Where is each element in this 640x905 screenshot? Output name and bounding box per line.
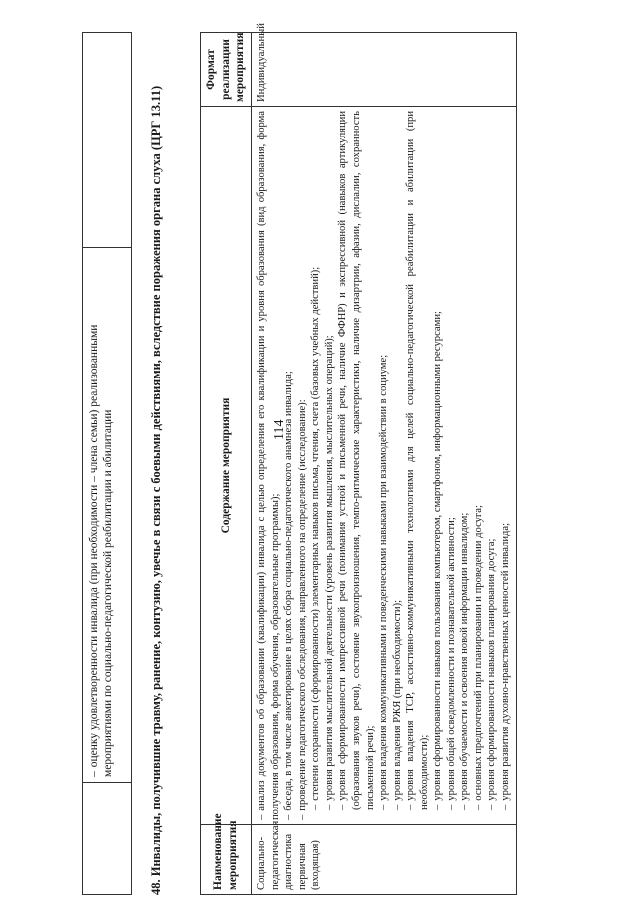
table-row	[252, 33, 516, 895]
page-number: 114	[272, 419, 287, 440]
list-item-text: уровня сформированности навыков пользования компьютером, смартфоном, информационными ресурсами;	[432, 311, 444, 801]
measures-table	[200, 23, 517, 895]
measure-content-cell	[252, 107, 516, 825]
list-item: –уровня сформированности навыков планирования досуга;	[486, 538, 498, 810]
list-item: –основных предпочтений при планировании и проведении досуга;	[472, 505, 484, 810]
header-content: Содержание мероприятия	[201, 107, 252, 825]
list-item-text: уровня владения РЖЯ (при необходимости);	[391, 599, 403, 801]
list-item: –проведение педагогического обследования, направленного на определение (исследование):	[296, 399, 308, 820]
list-item: –уровня владения коммуникативными и поведенческими навыками при взаимодействии в социуме;	[378, 354, 390, 810]
prev-name-cell	[83, 783, 132, 895]
list-item: –степени сохранности (сформированности) элементарных навыков письма, чтения, счета (базовых учебных действий);	[310, 266, 322, 810]
list-item-text: уровня владения ТСР, ассистивно-коммуникативными технологиями для целей социально-педагогической реабилитации и абилитации (при необходимости);	[405, 111, 430, 810]
list-item-text: уровня развития мыслительной деятельности (уровень развития мышления, мыслительных операций);	[323, 335, 335, 801]
list-item-text: беседа, в том числе анкетирование в целях сбора социально-педагогического анамнеза инвалида;	[283, 371, 295, 811]
list-item: –уровня сформированности навыков пользования компьютером, смартфоном, информационными ресурсами;	[432, 311, 444, 810]
list-item: –уровня общей осведомленности и познавательной активности;	[445, 517, 457, 810]
list-item-text: уровня владения коммуникативными и поведенческими навыками при взаимодействии в социуме;	[378, 354, 390, 801]
list-item-text: проведение педагогического обследования, направленного на определение (исследование):	[296, 399, 308, 811]
previous-table-continuation	[82, 32, 132, 895]
prev-content-text: оценку удовлетворенности инвалида (при необходимости – члена семьи) реализованными мероприятиями по социально-педагогической реабилитации и абилитации	[88, 324, 115, 777]
prev-format-cell	[83, 33, 132, 248]
list-item-text: анализ документов об образовании (квалификации) инвалида с целью определения его квалификации и уровня образования (вид образования, форма получения образования, форма обучения, образовательные программы);	[256, 111, 281, 820]
measure-name-cell: Социально-педагогическая диагностика первичная (входящая)	[252, 825, 516, 895]
list-item-text: уровня сформированности навыков планирования досуга;	[486, 538, 498, 801]
table-row	[83, 33, 132, 895]
list-item: –уровня развития мыслительной деятельности (уровень развития мышления, мыслительных операций);	[323, 335, 335, 810]
list-item-text: степени сохранности (сформированности) элементарных навыков письма, чтения, счета (базовых учебных действий);	[310, 266, 322, 801]
prev-content-cell: –оценку удовлетворенности инвалида (при необходимости – члена семьи) реализованными мероприятиями по социально-педагогической реабилитации и абилитации	[83, 248, 132, 783]
measure-format-cell: Индивидуальный	[252, 33, 516, 107]
list-item-text: уровня обучаемости и освоения новой информации инвалидом;	[459, 512, 471, 801]
list-item-text: уровня развития духовно-нравственных ценностей инвалида;	[500, 522, 511, 801]
section-title: 48. Инвалиды, получившие травму, ранение, контузию, увечье в связи с боевыми действиями, вследствие поражения органа слуха (ЦРГ 13.11)	[149, 85, 163, 895]
list-item: –уровня сформированности импрессивной речи (понимания устной и письменной речи, наличие ФФНР) и экспрессивной (навыков артикуляции (образования звуков речи), состояние звукопроизношения, темпо-ритмические характеристики, наличие дизартрии, афазии, дислалии, сохранность письменной речи);	[337, 111, 376, 810]
table-header-row	[201, 33, 252, 895]
list-item: –уровня обучаемости и освоения новой информации инвалидом;	[459, 512, 471, 810]
list-item: –уровня владения РЖЯ (при необходимости);	[391, 599, 403, 810]
list-item: –беседа, в том числе анкетирование в целях сбора социально-педагогического анамнеза инвалида;	[283, 371, 295, 820]
list-item: –анализ документов об образовании (квалификации) инвалида с целью определения его квалификации и уровня образования (вид образования, форма получения образования, форма обучения, образовательные программы);	[256, 111, 281, 820]
list-item-text: основных предпочтений при планировании и проведении досуга;	[472, 505, 484, 801]
header-format: Формат реализации мероприятия	[201, 33, 252, 107]
header-name: Наименование мероприятия	[201, 825, 252, 895]
rotated-page-content	[82, 23, 602, 895]
list-item-text: уровня сформированности импрессивной речи (понимания устной и письменной речи, наличие ФФНР) и экспрессивной (навыков артикуляции (образования звуков речи), состояние звукопроизношения, темпо-ритмические характеристики, наличие дизартрии, афазии, дислалии, сохранность письменной речи);	[337, 111, 376, 810]
measure-content-list	[255, 111, 512, 820]
list-item: –уровня развития духовно-нравственных ценностей инвалида;	[500, 522, 511, 810]
list-item: –уровня владения ТСР, ассистивно-коммуникативными технологиями для целей социально-педагогической реабилитации и абилитации (при необходимости);	[405, 111, 430, 810]
list-item-text: уровня общей осведомленности и познавательной активности;	[445, 517, 457, 801]
